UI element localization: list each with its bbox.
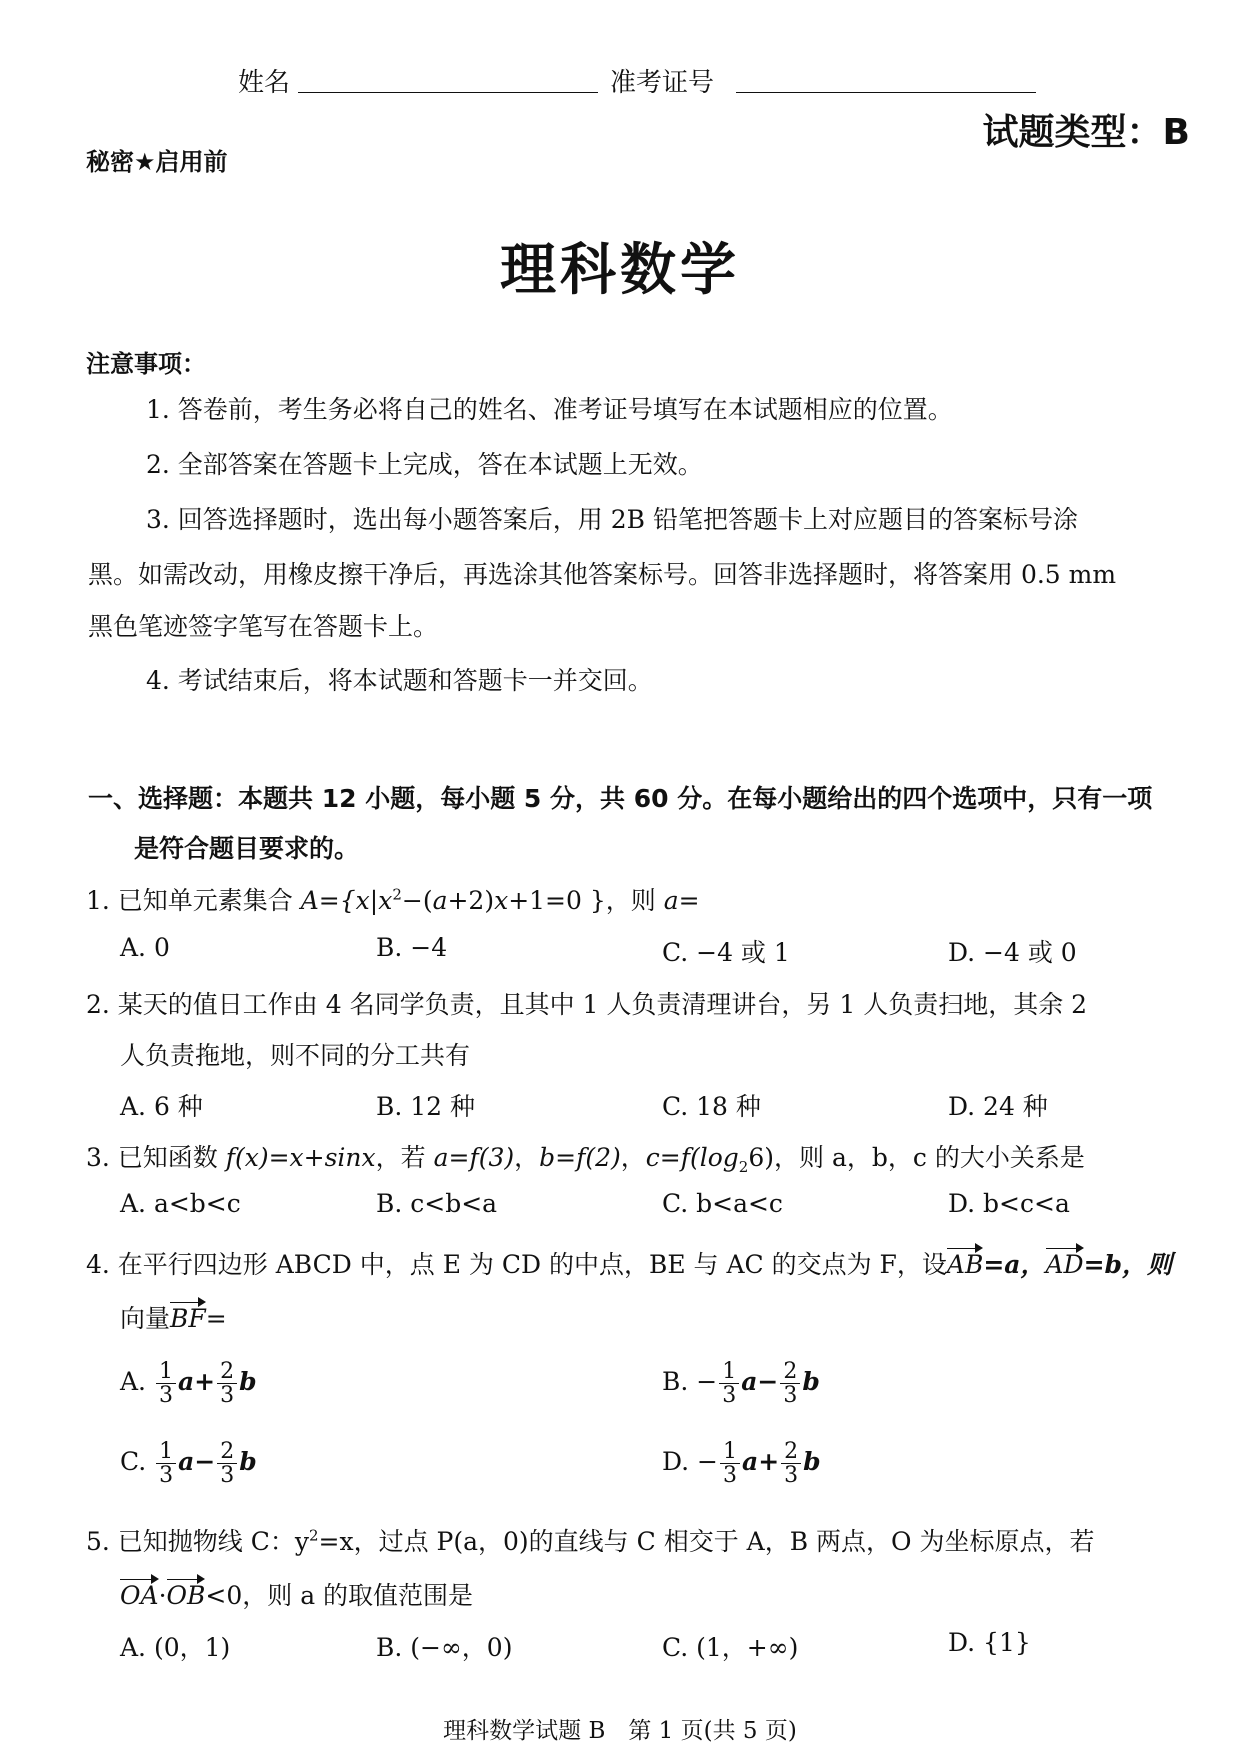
notice-item-1: 1. 答卷前，考生务必将自己的姓名、准考证号填写在本试题相应的位置。 <box>146 395 953 424</box>
question-4-line-1: 4. 在平行四边形 ABCD 中，点 E 为 CD 的中点，BE 与 AC 的交点为 F，设AB=a，AD=b，则 <box>86 1250 1173 1279</box>
q1-option-b: B. −4 <box>376 933 448 962</box>
q1-option-a: A. 0 <box>120 933 170 962</box>
q4-option-c: C. $\frac{1}{3}$ a− $\frac{2}{3}$ b <box>120 1439 257 1489</box>
exam-id-blank <box>736 92 1036 93</box>
notice-heading: 注意事项： <box>86 350 206 378</box>
q2-option-b: B. 12 种 <box>376 1092 476 1121</box>
notice-item-3-line-1: 3. 回答选择题时，选出每小题答案后，用 2B 铅笔把答题卡上对应题目的答案标号涂 <box>146 505 1078 534</box>
question-2-line-1: 2. 某天的值日工作由 4 名同学负责，且其中 1 人负责清理讲台，另 1 人负责扫地，其余 2 <box>86 990 1088 1019</box>
vector-ob: OB <box>166 1581 206 1610</box>
vector-bf: BF <box>170 1304 206 1333</box>
q4-option-d: D. − $\frac{1}{3}$ a+ $\frac{2}{3}$ b <box>662 1439 821 1489</box>
q5-option-d: D. {1} <box>948 1628 1031 1657</box>
question-3: 3. 已知函数 f(x)=x+sinx，若 a=f(3)，b=f(2)，$c=f(\log_26)$，则 a，b，c 的大小关系是 <box>86 1143 1085 1176</box>
q5-option-a: A. (0，1) <box>120 1633 231 1662</box>
question-4-line-2: 向量BF= <box>120 1304 227 1333</box>
notice-item-2: 2. 全部答案在答题卡上完成，答在本试题上无效。 <box>146 450 703 479</box>
q4-option-a: A. $\frac{1}{3}$ a+ $\frac{2}{3}$ b <box>120 1359 257 1409</box>
q2-option-a: A. 6 种 <box>120 1092 203 1121</box>
section-heading-line-1: 一、选择题：本题共 12 小题，每小题 5 分，共 60 分。在每小题给出的四个选项中，只有一项 <box>88 784 1153 813</box>
name-label: 姓名 <box>238 68 291 98</box>
question-5-line-2: OA·OB<0，则 a 的取值范围是 <box>120 1581 474 1610</box>
paper-type: 试题类型：B <box>982 112 1190 153</box>
secret-label: 秘密★启用前 <box>86 148 228 176</box>
notice-item-3-line-3: 黑色笔迹签字笔写在答题卡上。 <box>88 612 439 641</box>
name-blank <box>298 92 598 93</box>
q2-option-c: C. 18 种 <box>662 1092 761 1121</box>
vector-ab: AB <box>946 1250 984 1279</box>
q4-option-b: B. − $\frac{1}{3}$ a− $\frac{2}{3}$ b <box>662 1359 820 1409</box>
section-heading-line-2: 是符合题目要求的。 <box>134 834 360 863</box>
q5-option-b: B. (−∞，0) <box>376 1633 513 1662</box>
question-1: 1. 已知单元素集合 $A=\{x|x^2-(a+2)x+1=0$ }，则 a= <box>86 885 700 915</box>
q3-option-b: B. c<b<a <box>376 1189 498 1218</box>
q3-option-c: C. b<a<c <box>662 1189 783 1218</box>
notice-item-3-line-2: 黑。如需改动，用橡皮擦干净后，再选涂其他答案标号。回答非选择题时，将答案用 0.5 mm <box>88 560 1117 589</box>
q5-option-c: C. (1，+∞) <box>662 1633 799 1662</box>
q3-option-a: A. a<b<c <box>120 1189 241 1218</box>
notice-item-4: 4. 考试结束后，将本试题和答题卡一并交回。 <box>146 666 653 695</box>
q3-option-d: D. b<c<a <box>948 1189 1070 1218</box>
page-title: 理科数学 <box>500 238 740 303</box>
vector-ad: AD <box>1045 1250 1084 1279</box>
q1-option-c: C. −4 或 1 <box>662 938 790 967</box>
q1-option-d: D. −4 或 0 <box>948 938 1077 967</box>
page-footer: 理科数学试题 B 第 1 页(共 5 页) <box>443 1718 797 1744</box>
exam-id-label: 准考证号 <box>610 68 715 98</box>
question-5-line-1: 5. 已知抛物线 C：$y^2=x$，过点 P(a，0)的直线与 C 相交于 A，B 两点，O 为坐标原点，若 <box>86 1526 1095 1556</box>
vector-oa: OA <box>120 1581 159 1610</box>
question-2-line-2: 人负责拖地，则不同的分工共有 <box>120 1041 471 1070</box>
q2-option-d: D. 24 种 <box>948 1092 1048 1121</box>
